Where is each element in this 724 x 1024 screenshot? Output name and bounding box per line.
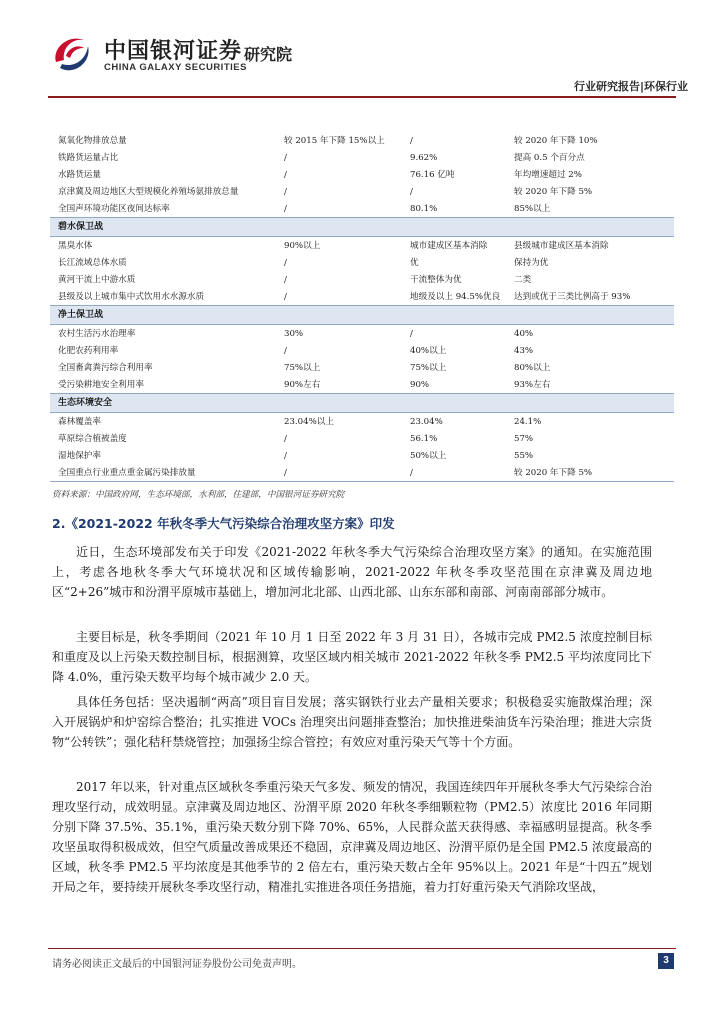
table-cell: 黑臭水体: [58, 240, 93, 251]
table-cell: 75%以上: [410, 362, 447, 373]
body-paragraph-2: 主要目标是，秋冬季期间（2021 年 10 月 1 日至 2022 年 3 月 31 日），各城市完成 PM2.5 浓度控制目标和重度及以上污染天数控制目标，根据测算，攻坚区域内相关城市 2021-2022 年秋冬季 PM2.5 平均浓度同比下降 4.0%，重污染天数平均每个城市减少 2.0 天。: [52, 630, 652, 684]
table-cell: 90%左右: [284, 379, 321, 390]
table-row: [50, 149, 674, 166]
table-cell: 农村生活污水治理率: [58, 328, 136, 339]
indicators-table-body: [50, 132, 674, 482]
table-cell: 90%以上: [284, 240, 321, 251]
table-row: [50, 237, 674, 255]
table-cell: /: [284, 257, 287, 268]
institute-label: 研究院: [244, 45, 293, 64]
table-cell: 水路货运量: [58, 169, 101, 180]
table-cell: 年均增速超过 2%: [514, 169, 582, 180]
table-row: [50, 288, 674, 306]
table-row: [50, 200, 674, 218]
table-cell: 较 2020 年下降 5%: [514, 186, 593, 197]
table-cell: 化肥农药利用率: [58, 345, 119, 356]
table-cell: /: [284, 203, 287, 214]
table-cell: 较 2020 年下降 10%: [514, 135, 598, 146]
table-cell: 80%以上: [514, 362, 551, 373]
table-cell: 56.1%: [410, 433, 438, 444]
table-cell: 较 2015 年下降 15%以上: [284, 135, 385, 146]
table-cell: 55%: [514, 450, 534, 461]
table-cell: 城市建成区基本消除: [410, 240, 488, 251]
logo-english-name: CHINA GALAXY SECURITIES: [104, 62, 247, 73]
table-cell: 湿地保护率: [58, 450, 101, 461]
table-cell: 京津冀及周边地区大型规模化养殖场氨排放总量: [58, 186, 239, 197]
table-cell: /: [284, 169, 287, 180]
table-row: [50, 359, 674, 376]
table-cell: 长江流域总体水质: [58, 257, 127, 268]
logo-chinese-name: 中国银河证券: [104, 39, 243, 64]
body-paragraph-3: 具体任务包括：坚决遏制“两高”项目盲目发展；落实钢铁行业去产量相关要求；积极稳妥实施散煤治理；深入开展锅炉和炉窑综合整治；扎实推进 VOCs 治理突出问题排查整治；加快推进柴油货车污染治理；推进大宗货物“公转铁”；强化秸秆禁烧管控；加强扬尘综合管控；有效应对重污染天气等十个方面。: [52, 695, 652, 749]
footer-disclaimer: 请务必阅读正文最后的中国银河证券股份公司免责声明。: [52, 959, 302, 970]
table-cell: 9.62%: [410, 152, 438, 163]
table-section-label: 净土保卫战: [50, 306, 674, 325]
galaxy-logo-icon: [50, 32, 94, 76]
table-cell: 地级及以上 94.5%优良: [410, 291, 501, 302]
table-section-row: [50, 218, 674, 237]
page-number: 3: [658, 953, 674, 969]
table-cell: 全国畜禽粪污综合利用率: [58, 362, 153, 373]
table-cell: 全国重点行业重点重金属污染排放量: [50, 464, 276, 482]
table-cell: 75%以上: [284, 362, 321, 373]
table-cell: /: [276, 464, 402, 482]
table-cell: 森林覆盖率: [58, 416, 101, 427]
table-cell: 30%: [284, 328, 304, 339]
table-cell: 93%左右: [514, 379, 551, 390]
table-cell: 草原综合植被盖度: [58, 433, 127, 444]
table-row: [50, 254, 674, 271]
table-cell: /: [284, 152, 287, 163]
table-cell: 二类: [514, 274, 532, 285]
table-cell: 达到或优于三类比例高于 93%: [514, 291, 631, 302]
table-cell: 80.1%: [410, 203, 438, 214]
table-cell: 23.04%: [410, 416, 443, 427]
footer-divider: [48, 948, 676, 949]
table-cell: /: [410, 186, 413, 197]
table-cell: /: [402, 464, 506, 482]
table-cell: /: [284, 450, 287, 461]
table-section-row: [50, 394, 674, 413]
table-source-note: 资料来源：中国政府网，生态环境部，水利部，住建部，中国银河证券研究院: [52, 490, 345, 500]
table-cell: /: [284, 433, 287, 444]
report-type-label: 行业研究报告|环保行业: [573, 80, 688, 93]
table-section-row: [50, 306, 674, 325]
table-cell: 76.16 亿吨: [410, 169, 455, 180]
table-cell: /: [410, 135, 413, 146]
body-paragraph-1: 近日，生态环境部发布关于印发《2021-2022 年秋冬季大气污染综合治理攻坚方案》的通知。在实施范围上，考虑各地秋冬季大气环境状况和区域传输影响，2021-2022 年秋冬季攻坚范围在京津冀及周边地区“2+26”城市和汾渭平原城市基础上，增加河北北部、山西北部、山东东部和南部、河南南部部分城市。: [52, 545, 652, 599]
table-section-label: 碧水保卫战: [50, 218, 674, 237]
table-cell: 氮氧化物排放总量: [58, 135, 127, 146]
table-row: [50, 342, 674, 359]
table-cell: 提高 0.5 个百分点: [514, 152, 585, 163]
table-cell: 县级及以上城市集中式饮用水水源水质: [58, 291, 205, 302]
table-cell: 县级城市建成区基本消除: [514, 240, 609, 251]
table-cell: /: [284, 274, 287, 285]
body-paragraph-4: 2017 年以来，针对重点区域秋冬季重污染天气多发、频发的情况，我国连续四年开展秋冬季大气污染综合治理攻坚行动，成效明显。京津冀及周边地区、汾渭平原 2020 年秋冬季细颗粒物（PM2.5）浓度比 2016 年同期分别下降 37.5%、35.1%，重污染天数分别下降 70%、65%，人民群众蓝天获得感、幸福感明显提高。秋冬季攻坚虽取得积极成效，但空气质量改善成果还不稳固，京津冀及周边地区、汾渭平原仍是全国 PM2.5 浓度最高的区域，秋冬季 PM2.5 平均浓度是其他季节的 2 倍左右，重污染天数占全年 95%以上。2021 年是“十四五”规划开局之年，要持续开展秋冬季攻坚行动，精准扎实推进各项任务措施，着力打好重污染天气消除攻坚战，: [52, 780, 652, 894]
table-cell: 85%以上: [514, 203, 551, 214]
table-cell: 50%以上: [410, 450, 447, 461]
table-cell: 23.04%以上: [284, 416, 334, 427]
table-row: [50, 447, 674, 464]
table-row: [50, 413, 674, 431]
table-row: [50, 325, 674, 343]
table-cell: 干流整体为优: [410, 274, 462, 285]
table-cell: 保持为优: [514, 257, 549, 268]
table-cell: /: [284, 186, 287, 197]
table-row: [50, 464, 674, 482]
table-cell: 24.1%: [514, 416, 542, 427]
table-cell: 黄河干流上中游水质: [58, 274, 136, 285]
table-cell: 全国声环境功能区夜间达标率: [58, 203, 170, 214]
table-cell: /: [410, 328, 413, 339]
section-title: 2.《2021-2022 年秋冬季大气污染综合治理攻坚方案》印发: [52, 516, 395, 531]
table-cell: 40%: [514, 328, 534, 339]
header-divider: [48, 96, 676, 98]
table-row: [50, 271, 674, 288]
table-cell: 较 2020 年下降 5%: [506, 464, 674, 482]
table-cell: 90%: [410, 379, 430, 390]
table-cell: /: [284, 291, 287, 302]
table-row: [50, 132, 674, 149]
table-cell: 受污染耕地安全利用率: [58, 379, 144, 390]
table-cell: 铁路货运量占比: [58, 152, 119, 163]
table-row: [50, 376, 674, 394]
table-cell: 40%以上: [410, 345, 447, 356]
table-row: [50, 430, 674, 447]
table-row: [50, 183, 674, 200]
table-cell: 43%: [514, 345, 534, 356]
table-row: [50, 166, 674, 183]
indicators-table: [50, 132, 674, 482]
table-cell: /: [284, 345, 287, 356]
table-cell: 57%: [514, 433, 534, 444]
table-cell: 优: [410, 257, 419, 268]
table-section-label: 生态环境安全: [50, 394, 674, 413]
page-header: [48, 28, 688, 92]
